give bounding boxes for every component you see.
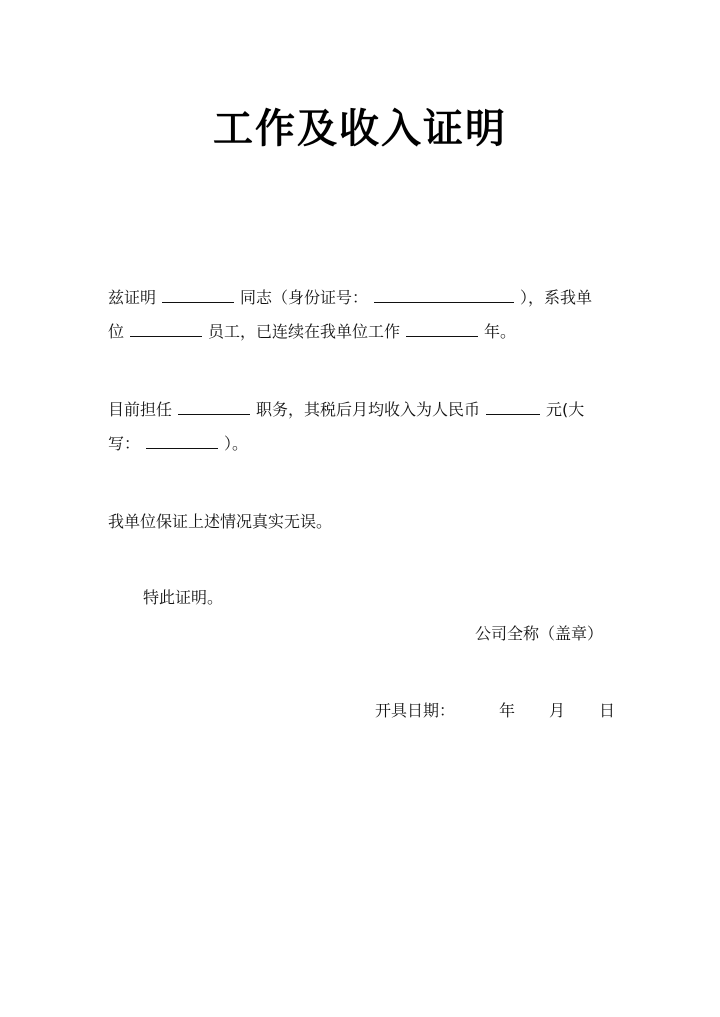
company-seal-label: 公司全称（盖章） [474,624,603,643]
paragraph-hereby-certify: 特此证明。 [143,588,224,607]
document-title: 工作及收入证明 [213,106,507,152]
paragraph-income [108,393,618,461]
years-blank[interactable] [406,322,478,337]
department-blank[interactable] [130,322,202,337]
issue-date [375,697,615,725]
paragraph-income-line-1 [108,393,618,427]
paragraph-identity-line-1 [108,281,618,315]
position-blank[interactable] [178,400,250,415]
text-segment: 职务，其税后月均收入为人民币 [256,400,481,419]
amount-blank[interactable] [486,400,540,415]
day-label: 日 [599,701,616,720]
text-segment: ）。 [224,434,249,453]
name-blank[interactable] [162,288,234,303]
amount-capital-blank[interactable] [146,434,218,449]
id-number-blank[interactable] [374,288,514,303]
month-label: 月 [549,701,566,720]
paragraph-identity-line-2 [108,315,618,349]
text-segment: 写： [108,434,141,453]
text-segment: ），系我单 [520,288,593,307]
issue-date-label: 开具日期： [375,701,456,720]
text-segment: 目前担任 [108,400,173,419]
paragraph-identity [108,281,618,349]
text-segment: 元(大 [546,400,585,419]
year-label: 年 [499,701,516,720]
paragraph-income-line-2 [108,427,618,461]
text-segment: 兹证明 [108,288,157,307]
text-segment: 员工，已连续在我单位工作 [208,322,401,341]
text-segment: 同志（身份证号： [240,288,369,307]
text-segment: 年。 [484,322,517,341]
paragraph-guarantee: 我单位保证上述情况真实无误。 [108,512,333,531]
text-segment: 位 [108,322,125,341]
